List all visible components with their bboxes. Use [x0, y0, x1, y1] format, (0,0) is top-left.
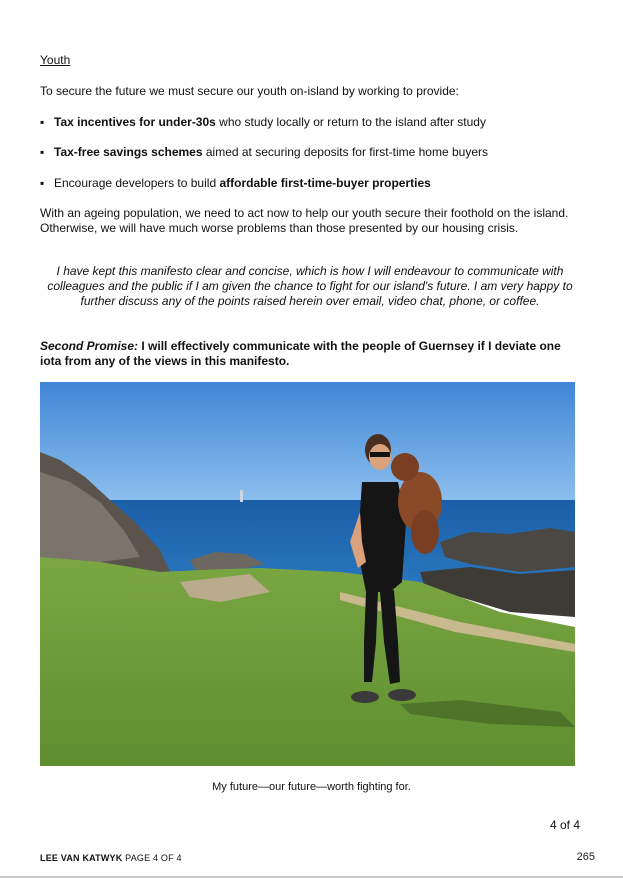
photo-caption: My future—our future—worth fighting for. [212, 781, 411, 793]
page-count: 4 of 4 [549, 818, 580, 832]
footer-author [40, 853, 182, 863]
list-item [40, 145, 488, 159]
bullet-text: Encourage developers to build [54, 176, 220, 190]
bullet-icon: ▪ [40, 145, 45, 159]
bullet-icon: ▪ [40, 176, 45, 190]
intro-text: To secure the future we must secure our youth on-island by working to provide: [40, 84, 459, 98]
author-name: LEE VAN KATWYK [40, 853, 123, 863]
bullet-bold: Tax incentives for under-30s [54, 115, 216, 129]
bullet-text: who study locally or return to the island after study [215, 115, 486, 129]
section-heading: Youth [40, 53, 71, 67]
list-item [40, 176, 431, 190]
closing-quote: I have kept this manifesto clear and concise, which is how I will endeavour to communicate with colleagues and the public if I am given the chance to fight for our island's future. I am very happy to further discuss any of the points raised herein over email, video chat, phone, or coffee. [47, 264, 573, 308]
body-paragraph: With an ageing population, we need to act now to help our youth secure their foothold on the island. Otherwise, we will have much worse problems than those presented by our housing crisis. [40, 206, 569, 235]
bullet-text: aimed at securing deposits for first-time home buyers [202, 145, 488, 159]
promise-text: I will effectively communicate with the people of Guernsey if I deviate one iota from any of the views in this manifesto. [40, 339, 561, 368]
bullet-bold: affordable first-time-buyer properties [219, 176, 431, 190]
list-item [40, 115, 486, 129]
footer-page-label: PAGE 4 OF 4 [122, 853, 182, 863]
bullet-icon: ▪ [40, 115, 45, 129]
candidate-photo [40, 382, 575, 766]
bullet-bold: Tax-free savings schemes [54, 145, 203, 159]
promise-label: Second Promise: [40, 339, 139, 353]
second-promise [40, 339, 585, 369]
page-number: 265 [576, 851, 595, 863]
